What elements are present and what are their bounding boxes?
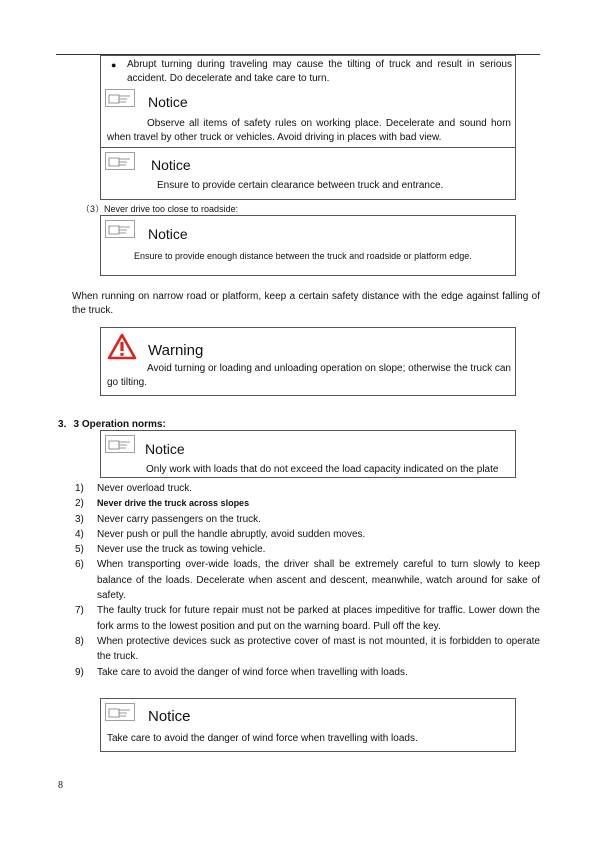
notice-text: Ensure to provide certain clearance between truck and entrance.: [157, 180, 444, 191]
pointing-hand-icon: [105, 703, 135, 721]
notice-text: Ensure to provide enough distance between the truck and roadside or platform edge.: [134, 251, 472, 261]
list-item: 6) When transporting over-wide loads, the driver shall be extremely careful to turn slowly to keep balance of the loads. Decelerate when ascent and descent, meanwhile, watch around for sake of safety.: [75, 559, 540, 602]
notice-box-3: [100, 215, 516, 276]
notice-box-2: [100, 147, 516, 200]
notice-title: Notice: [148, 94, 188, 110]
pointing-hand-icon: [105, 89, 135, 107]
list-item: 3) Never carry passengers on the truck.: [75, 513, 261, 525]
warning-title: Warning: [148, 342, 204, 359]
item-3-label: （3）Never drive too close to roadside:: [81, 204, 239, 214]
warning-box: [100, 327, 516, 396]
operation-norms-list: [75, 481, 540, 680]
notice-title: Notice: [151, 157, 191, 173]
notice-box-1: [100, 55, 516, 148]
notice-text: Only work with loads that do not exceed the load capacity indicated on the plate: [146, 464, 499, 475]
list-item: 4) Never push or pull the handle abruptly, avoid sudden moves.: [75, 528, 366, 540]
notice-box-4: [100, 430, 516, 478]
list-item: 7) The faulty truck for future repair must not be parked at places impeditive for traffic. Lower down the fork arms to the lowest position and put on the warning board. Pull off the key.: [75, 605, 540, 632]
warning-triangle-icon: [107, 333, 137, 360]
page-number: 8: [58, 780, 63, 791]
notice-title: Notice: [145, 441, 185, 457]
list-item: 9) Take care to avoid the danger of wind force when travelling with loads.: [75, 666, 408, 678]
list-item: 8) When protective devices suck as protective cover of mast is not mounted, it is forbidden to operate the truck.: [75, 635, 540, 663]
notice-text: Observe all items of safety rules on working place. Decelerate and sound horn when travel by other truck or vehicles. Avoid driving in places with bad view.: [107, 118, 511, 143]
list-item: 1) Never overload truck.: [75, 483, 193, 494]
warning-text: Avoid turning or loading and unloading operation on slope; otherwise the truck can go tilting.: [107, 363, 511, 388]
list-item: 2) Never drive the truck across slopes: [75, 498, 250, 510]
pointing-hand-icon: [105, 220, 135, 238]
notice-title: Notice: [148, 708, 191, 725]
notice-text: Take care to avoid the danger of wind force when travelling with loads.: [107, 733, 418, 744]
pointing-hand-icon: [105, 435, 135, 453]
bullet-text: Abrupt turning during traveling may cause the tilting of truck and result in serious accident. Do decelerate and take care to turn.: [127, 59, 512, 84]
pointing-hand-icon: [105, 152, 135, 170]
narrow-road-paragraph: When running on narrow road or platform, keep a certain safety distance with the edge against falling of the truck.: [72, 291, 540, 316]
section-heading: 3．3 Operation norms:: [58, 419, 166, 430]
list-item: 5) Never use the truck as towing vehicle.: [75, 544, 266, 556]
bullet-icon: ●: [111, 60, 117, 70]
notice-title: Notice: [148, 226, 188, 242]
notice-box-5: [100, 698, 516, 752]
